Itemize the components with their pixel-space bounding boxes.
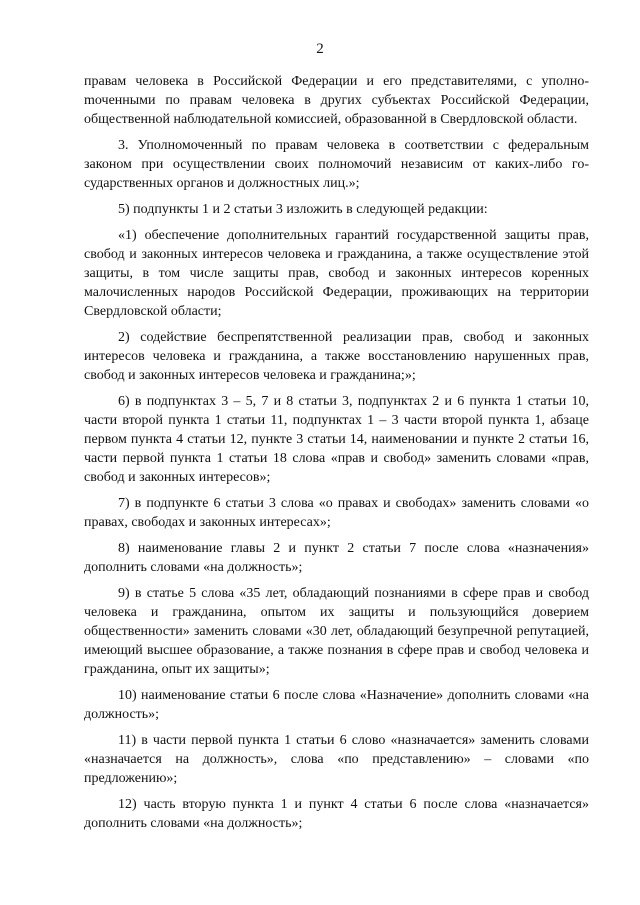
amendment-item-5: 5) подпункты 1 и 2 статьи 3 изложить в следующей редакции: xyxy=(118,202,488,217)
amendment-item-7: 7) в подпункте 6 статьи 3 слова «о правах и свободах» заменить словами «о правах, свободах и законных интересах»; xyxy=(84,496,589,530)
page-number: 2 xyxy=(316,41,324,57)
amendment-item-10: 10) наименование статьи 6 после слова «Назначение» дополнить словами «на должность»; xyxy=(84,688,589,722)
amendment-item-11: 11) в части первой пункта 1 статьи 6 слово «назначается» заменить словами «назначается на должность», слова «по представлению» – словами «по предложению»; xyxy=(84,733,589,786)
quoted-subclause-2: 2) содействие беспрепятственной реализации прав, свобод и законных интересов человека и гражданина, а также восстановлению нарушенных прав, свобод и законных интересов человека и гражданина;»; xyxy=(84,330,589,383)
clause-paragraph-3: 3. Уполномоченный по правам человека в соответствии с федеральным законом при осуществлении своих полномочий независим от каких-либо государственных органов и должностных лиц.»; xyxy=(84,138,589,191)
continuation-paragraph: правам человека в Российской Федерации и его представителями, с уполноmоченными по правам человека в других субъектах Российской Федерации, общественной наблюдательной комиссией, образованной в Свердловской области. xyxy=(84,74,589,127)
quoted-subclause-1: «1) обеспечение дополнительных гарантий государственной защиты прав, свобод и законных интересов человека и гражданина, а также осуществление этой защиты, в том числе защиты прав, свобод и законных интересов коренных малочисленных народов Российской Федерации, проживающих на территории Свердловской области; xyxy=(84,228,589,319)
amendment-item-6: 6) в подпунктах 3 – 5, 7 и 8 статьи 3, подпунктах 2 и 6 пункта 1 статьи 10, части второй пункта 1 статьи 11, подпунктах 1 – 3 части второй пункта 1, абзаце первом пункта 4 статьи 12, пункте 3 статьи 14, наименовании и пункте 2 статьи 16, части первой пункта 1 статьи 18 слова «прав и свобод» заменить словами «прав, свобод и законных интересов»; xyxy=(84,394,589,485)
amendment-item-9: 9) в статье 5 слова «35 лет, обладающий познаниями в сфере прав и свобод человека и гражданина, опытом их защиты и пользующийся доверием общественности» заменить словами «30 лет, обладающий безупречной репутацией, имеющий высшее образование, а также познания в сфере прав и свобод человека и гражданина, опыт их защиты»; xyxy=(84,586,589,677)
document-body xyxy=(84,72,589,840)
amendment-item-8: 8) наименование главы 2 и пункт 2 статьи 7 после слова «назначения» дополнить словами «на должность»; xyxy=(84,541,589,575)
amendment-item-12: 12) часть вторую пункта 1 и пункт 4 статьи 6 после слова «назначается» дополнить словами «на должность»; xyxy=(84,797,589,831)
